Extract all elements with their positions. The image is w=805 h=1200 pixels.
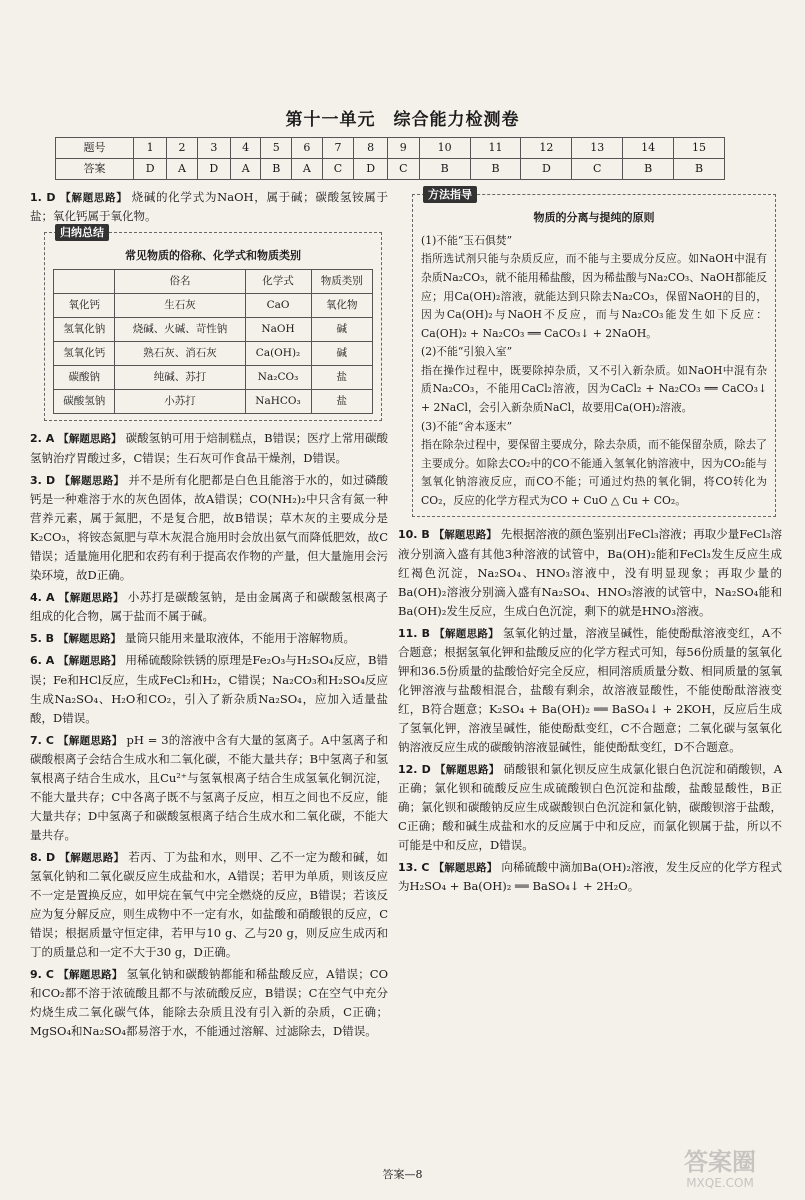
question-number: 2. A	[30, 432, 55, 446]
method-point-3-heading: (3)不能“舍本逐末”	[421, 419, 513, 433]
question-number: 12. D	[398, 762, 431, 776]
method-point-3-body: 指在除杂过程中，要保留主要成分，除去杂质，而不能保留杂质，除去了主要成分。如除去CO₂中的CO不能通入氢氧化钠溶液中，因为CO₂能与氢氧化钠溶液反应，而CO不能；可通过灼热的氧化铜，将CO转化为CO₂，反应的化学方程式为CO + CuO △ Cu + CO₂。	[421, 438, 767, 507]
answer-cell: B	[470, 159, 521, 180]
question-number-cell: 7	[322, 138, 354, 159]
table-row	[54, 390, 373, 414]
properties-table-header	[54, 270, 373, 294]
question-12	[398, 760, 782, 855]
question-number-cell: 14	[623, 138, 674, 159]
solution-text: 烧碱的化学式为NaOH，属于碱；碳酸氢铵属于盐；氧化钙属于氧化物。	[30, 190, 389, 224]
table-row	[54, 342, 373, 366]
properties-table	[53, 269, 373, 414]
table-cell: 盐	[311, 366, 372, 390]
summary-title: 常见物质的俗称、化学式和物质类别	[125, 249, 301, 263]
table-row	[54, 366, 373, 390]
method-point-2-body: 指在操作过程中，既要除掉杂质，又不引入新杂质。如NaOH中混有杂质Na₂CO₃，不能用CaCl₂溶液，因为CaCl₂ + Na₂CO₃ ══ CaCO₃↓ + 2NaCl，会引入新杂质NaCl，故要用Ca(OH)₂溶液。	[421, 363, 767, 414]
answer-cell: C	[322, 159, 354, 180]
question-number-cell: 9	[387, 138, 419, 159]
table-cell: 氧化钙	[54, 294, 115, 318]
question-number: 4. A	[30, 590, 55, 604]
table-cell: 熟石灰、消石灰	[115, 342, 245, 366]
solution-tag: 【解题思路】	[59, 474, 125, 487]
answer-cell: C	[387, 159, 419, 180]
table-cell: 盐	[311, 390, 372, 414]
question-number: 1. D	[30, 191, 56, 204]
solution-tag: 【解题思路】	[58, 433, 122, 446]
table-cell: NaOH	[245, 318, 311, 342]
solution-text: 先根据溶液的颜色鉴别出FeCl₃溶液；再取少量FeCl₃溶液分别滴入盛有其他3种溶液的试管中，Ba(OH)₂能和FeCl₃发生反应生成红褐色沉淀，Na₂SO₄、HNO₃溶液中，没有明显现象；再取少量的Ba(OH)₂溶液分别滴入盛有Na₂SO₄、HNO₃溶液的试管中，Na₂SO₄能和Ba(OH)₂发生反应，生成白色沉淀，剩下的就是HNO₃溶液。	[398, 527, 783, 618]
answer-cell: D	[521, 159, 572, 180]
table-cell: 氧化物	[311, 294, 372, 318]
question-10	[398, 525, 782, 620]
answer-table-answer-row	[56, 159, 725, 180]
table-cell: 小苏打	[115, 390, 245, 414]
table-cell: CaO	[245, 294, 311, 318]
solution-tag: 【解题思路】	[434, 763, 500, 776]
question-7	[30, 731, 388, 845]
solution-text: 并不是所有化肥都是白色且能溶于水的，如过磷酸钙是一种难溶于水的灰色固体，故A错误；CO(NH₂)₂中只含有氮一种营养元素，属于氮肥，不是复合肥，故B错误；草木灰的主要成分是K₂CO₃，将铵态氮肥与草木灰混合施用时会放出氨气而降低肥效，故C错误；适量施用化肥和农药有利于提高农作物的产量，但大量施用会污染环境，故D正确。	[30, 472, 389, 582]
solution-tag: 【解题思路】	[57, 968, 123, 981]
row-label: 题号	[56, 138, 134, 159]
table-header-cell: 物质类别	[311, 270, 372, 294]
table-cell: 纯碱、苏打	[115, 366, 245, 390]
answer-cell: B	[623, 159, 674, 180]
table-cell: 生石灰	[115, 294, 245, 318]
answer-table-number-row	[56, 138, 725, 159]
question-9	[30, 965, 388, 1041]
table-row	[54, 294, 373, 318]
method-point-1-body: 指所选试剂只能与杂质反应，而不能与主要成分反应。如NaOH中混有杂质Na₂CO₃，就不能用稀盐酸，因为稀盐酸与Na₂CO₃、NaOH都能反应；用Ca(OH)₂溶液，就能达到只除去Na₂CO₃，保留NaOH的目的，因为Ca(OH)₂与NaOH不反应，而与Na₂CO₃能发生如下反应：Ca(OH)₂ + Na₂CO₃ ══ CaCO₃↓ + 2NaOH。	[421, 252, 767, 340]
question-number-cell: 1	[133, 138, 166, 159]
answer-table	[55, 137, 725, 180]
table-cell: 碱	[311, 342, 372, 366]
question-4	[30, 588, 388, 626]
question-number-cell: 13	[572, 138, 623, 159]
answer-cell: D	[354, 159, 387, 180]
table-cell: Ca(OH)₂	[245, 342, 311, 366]
question-1	[30, 188, 388, 226]
answer-cell: A	[231, 159, 261, 180]
row-label: 答案	[56, 159, 134, 180]
summary-box	[44, 226, 382, 421]
table-cell: 烧碱、火碱、苛性钠	[115, 318, 245, 342]
solution-text: 氢氧化钠过量，溶液呈碱性，能使酚酞溶液变红，A不合题意；根据氢氧化钾和盐酸反应的化学方程式可知，每56份质量的氢氧化钾和36.5份质量的盐酸恰好完全反应，相同溶质质量分数、相同质量的氢氧化钾溶液与盐酸相混合，盐酸有剩余，故溶液显酸性，不能使酚酞溶液变红，B符合题意；K₂SO₄ + Ba(OH)₂ ══ BaSO₄↓ + 2KOH，反应后生成了氢氧化钾，溶液呈碱性，能使酚酞变红，C不合题意；二氧化碳与氢氧化钠溶液反应生成的碳酸钠溶液显碱性，能使酚酞变红，D不合题意。	[398, 625, 783, 754]
solution-text: 向稀硫酸中滴加Ba(OH)₂溶液，发生反应的化学方程式为H₂SO₄ + Ba(OH)₂ ══ BaSO₄↓ + 2H₂O。	[398, 859, 782, 894]
answer-cell: A	[292, 159, 322, 180]
solution-text: 硝酸银和氯化钡反应生成氯化银白色沉淀和硝酸钡，A正确；氯化钡和硫酸反应生成硫酸钡白色沉淀和盐酸，盐酸显酸性，B正确；氯化钡和碳酸钠反应生成碳酸钡白色沉淀和氯化钠，碳酸钡溶于盐酸，C正确；酸和碱生成盐和水的反应属于中和反应，而氯化钡属于盐，所以不可能是中和反应，D错误。	[398, 761, 782, 852]
solution-tag: 【解题思路】	[433, 861, 498, 874]
answer-cell: A	[167, 159, 197, 180]
question-number-cell: 5	[261, 138, 292, 159]
method-point-1-heading: (1)不能“玉石俱焚”	[421, 233, 513, 247]
question-number: 8. D	[30, 850, 56, 864]
method-point-2-heading: (2)不能“引狼入室”	[421, 345, 513, 359]
solution-tag: 【解题思路】	[433, 627, 499, 640]
question-number: 5. B	[30, 632, 55, 646]
solution-tag: 【解题思路】	[59, 192, 128, 204]
solution-text: 小苏打是碳酸氢钠，是由金属离子和碳酸氢根离子组成的化合物，属于盐而不属于碱。	[30, 589, 388, 624]
page-title: 第十一单元 综合能力检测卷	[285, 110, 520, 130]
question-number-cell: 3	[197, 138, 230, 159]
question-number: 9. C	[30, 967, 54, 981]
question-number-cell: 11	[470, 138, 521, 159]
table-header-cell	[54, 270, 115, 294]
table-cell: 碱	[311, 318, 372, 342]
solution-tag: 【解题思路】	[58, 591, 124, 604]
question-number: 3. D	[30, 473, 56, 487]
answer-cell: D	[197, 159, 230, 180]
answer-cell: D	[133, 159, 166, 180]
question-number-cell: 8	[354, 138, 387, 159]
method-label: 方法指导	[423, 186, 477, 203]
answer-cell: B	[261, 159, 292, 180]
solution-text: pH = 3的溶液中含有大量的氢离子。A中氢离子和碳酸根离子会结合生成水和二氧化碳，不能大量共存；B中氢离子和氢氧根离子结合生成水，且Cu²⁺与氢氧根离子结合生成氢氧化铜沉淀，不能大量共存；C中各离子既不与氢离子反应，相互之间也不反应，能大量共存；D中氢离子和碳酸氢根离子结合生成水和二氧化碳，不能大量共存。	[30, 732, 388, 842]
question-number-cell: 6	[292, 138, 322, 159]
question-number-cell: 12	[521, 138, 572, 159]
answer-cell: B	[419, 159, 470, 180]
question-number-cell: 4	[231, 138, 261, 159]
solution-tag: 【解题思路】	[57, 734, 123, 747]
table-header-cell: 俗名	[115, 270, 245, 294]
method-box	[412, 188, 776, 517]
question-number: 7. C	[30, 733, 54, 747]
question-3	[30, 471, 388, 585]
solution-text: 氢氧化钠和碳酸钠都能和稀盐酸反应，A错误；CO和CO₂都不溶于浓硫酸且都不与浓硫酸反应，B错误；C在空气中充分灼烧生成二氧化碳气体，能除去杂质且没有引入新的杂质，C正确；MgSO₄和Na₂SO₄都易溶于水，不能通过溶解、过滤除去，D错误。	[30, 966, 389, 1039]
question-number: 10. B	[398, 528, 430, 542]
question-number: 6. A	[30, 654, 55, 668]
solution-tag: 【解题思路】	[433, 529, 497, 542]
question-11	[398, 624, 782, 757]
table-header-cell: 化学式	[245, 270, 311, 294]
method-title: 物质的分离与提纯的原则	[533, 211, 655, 224]
table-cell: 氢氧化钙	[54, 342, 115, 366]
answer-cell: C	[572, 159, 623, 180]
page-footer: 答案—8	[382, 1168, 423, 1181]
table-cell: Na₂CO₃	[245, 366, 311, 390]
solution-text: 用稀硫酸除铁锈的原理是Fe₂O₃与H₂SO₄反应，B错误；Fe和HCl反应，生成FeCl₂和H₂，C错误；Na₂CO₃和H₂SO₄反应生成Na₂SO₄、H₂O和CO₂，引入了新杂质Na₂SO₄，应加入适量盐酸，D错误。	[30, 653, 389, 725]
svg-text:MXQE.COM: MXQE.COM	[686, 1176, 754, 1190]
table-cell: 碳酸钠	[54, 366, 115, 390]
solution-text: 若丙、丁为盐和水，则甲、乙不一定为酸和碱，如氢氧化钠和二氧化碳反应生成盐和水，A错误；若甲为单质，则该反应不一定是置换反应，如甲烷在氧气中完全燃烧的反应，B错误；若该反应为复分解反应，则生成物中不一定有水，如盐酸和硝酸银的反应，C错误；根据质量守恒定律，若甲与10 g、乙与20 g，则反应生成丙和丁的质量总和一定不大于30 g，D正确。	[30, 849, 389, 960]
solution-tag: 【解题思路】	[58, 633, 122, 646]
solution-tag: 【解题思路】	[59, 851, 125, 864]
question-13	[398, 858, 782, 896]
question-number-cell: 2	[167, 138, 197, 159]
table-cell: 氢氧化钠	[54, 318, 115, 342]
question-number: 11. B	[398, 626, 430, 640]
left-column	[30, 188, 388, 1044]
right-column	[398, 188, 782, 899]
question-number-cell: 10	[419, 138, 470, 159]
svg-text:答案圈: 答案圈	[684, 1148, 756, 1176]
question-6	[30, 651, 388, 727]
question-number: 13. C	[398, 860, 430, 874]
question-number-cell: 15	[674, 138, 725, 159]
solution-text: 量筒只能用来量取液体，不能用于溶解物质。	[125, 631, 356, 646]
solution-tag: 【解题思路】	[58, 655, 122, 668]
solution-text: 碳酸氢钠可用于焙制糕点，B错误；医疗上常用碳酸氢钠治疗胃酸过多，C错误；生石灰可作食品干燥剂，D错误。	[30, 431, 389, 465]
table-row	[54, 318, 373, 342]
question-8	[30, 848, 388, 962]
table-cell: 碳酸氢钠	[54, 390, 115, 414]
watermark-logo	[650, 1140, 790, 1192]
answer-cell: B	[674, 159, 725, 180]
summary-label: 归纳总结	[55, 224, 109, 241]
question-5	[30, 629, 388, 648]
table-cell: NaHCO₃	[245, 390, 311, 414]
question-2	[30, 429, 388, 467]
